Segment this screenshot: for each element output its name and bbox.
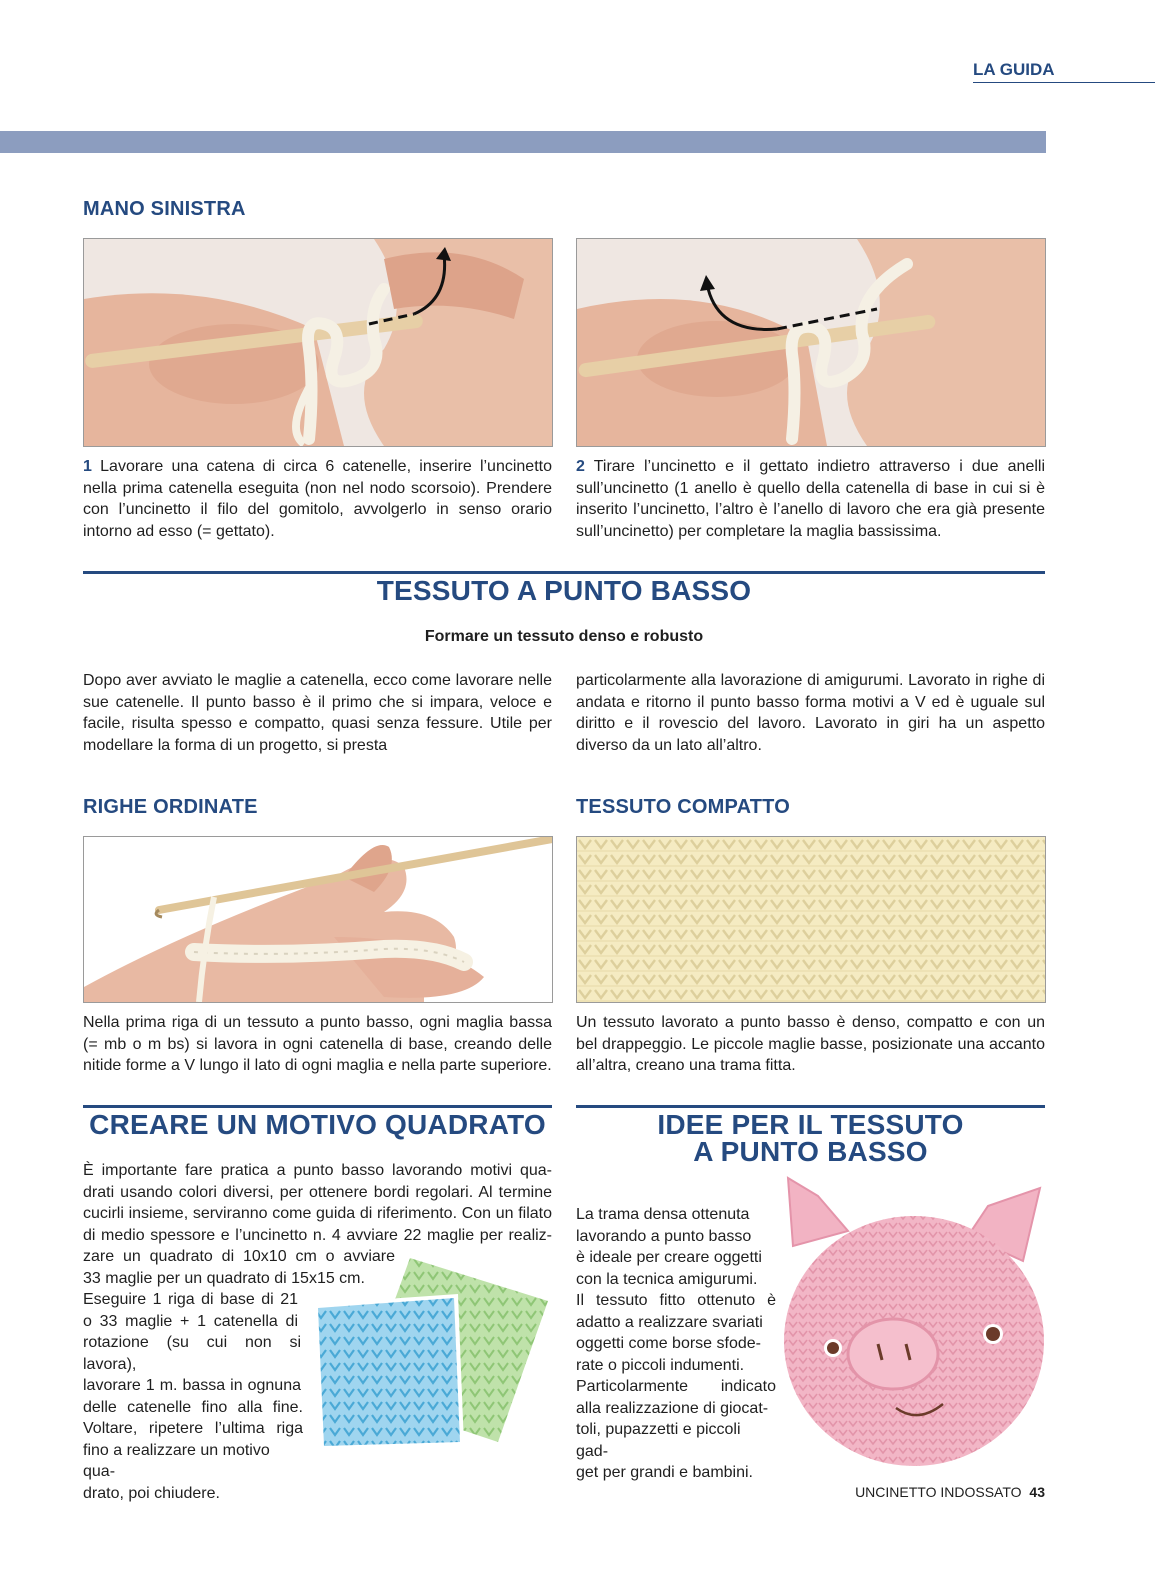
idee-line: get per grandi e bambini.: [576, 1464, 753, 1481]
motivo-line-full: È importante fare pratica a punto basso lavorando motivi qua-: [83, 1162, 552, 1179]
idee-line: Particolarmente indicato: [576, 1378, 776, 1395]
idee-line: oggetti come borse sfode-: [576, 1335, 761, 1352]
motivo-line-short: rotazione (su cui non si lavora),: [83, 1334, 301, 1373]
tessuto-compatto-heading: TESSUTO COMPATTO: [576, 796, 790, 818]
motivo-title: CREARE UN MOTIVO QUADRATO: [89, 1109, 546, 1140]
step2-number: 2: [576, 458, 585, 475]
tessuto-compatto-caption: Un tessuto lavorato a punto basso è denso, compatto e con un bel drappeggio. Le piccole maglie basse, posizionate una accanto all’altra, creano una trama fitta.: [576, 1014, 1045, 1074]
idee-line: è ideale per creare oggetti: [576, 1249, 762, 1266]
idee-line: La trama densa ottenuta: [576, 1206, 750, 1223]
section-header: LA GUIDA: [973, 60, 1055, 79]
motivo-line-short: 33 maglie per un quadrato di 15x15 cm.: [83, 1269, 365, 1287]
page-number: 43: [1029, 1484, 1045, 1500]
tessuto-col2: particolarmente alla lavorazione di amigurumi. Lavorato in righe di andata e ritorno il punto basso forma motivi a V ed è uguale sul diritto e il rovescio del lavoro. Lavorato in giri ha un aspetto diverso da un lato all’altro.: [576, 672, 1045, 754]
idee-line: toli, pupazzetti e piccoli gad-: [576, 1421, 741, 1460]
motivo-line-short: o 33 maglie + 1 catenella di: [83, 1312, 298, 1330]
motivo-line-short: fino a realizzare un motivo qua-: [83, 1441, 270, 1480]
righe-ordinate-heading: RIGHE ORDINATE: [83, 796, 258, 818]
tessuto-title: TESSUTO A PUNTO BASSO: [376, 575, 752, 606]
tessuto-rule: [83, 571, 1045, 574]
motivo-line-short: Voltare, ripetere l’ultima riga: [83, 1420, 303, 1437]
photo-tessuto-compatto: [576, 836, 1046, 1003]
motivo-line-short: lavorare 1 m. bassa in ognuna: [83, 1377, 301, 1394]
photo-step2: [576, 238, 1046, 447]
footer: [840, 1484, 1045, 1500]
idee-rule: [576, 1105, 1045, 1108]
swatch-squares-image: [300, 1256, 552, 1452]
photo-righe-ordinate: [83, 836, 553, 1003]
motivo-line-full: cucirli insieme, serviranno come guida di riferimento. Con un filato: [83, 1205, 552, 1222]
footer-magazine: UNCINETTO INDOSSATO: [855, 1484, 1022, 1500]
step1-caption: [83, 456, 552, 542]
idee-title-line2: A PUNTO BASSO: [693, 1136, 928, 1167]
motivo-line-short: Eseguire 1 riga di base di 21: [83, 1291, 298, 1308]
idee-line: lavorando a punto basso: [576, 1227, 752, 1245]
motivo-line-short: delle catenelle fino alla fine.: [83, 1398, 303, 1416]
motivo-line-full: drati usando colori diversi, per ottenere bordi regolari. Al termine: [83, 1183, 552, 1201]
idee-title-line1: IDEE PER IL TESSUTO: [657, 1109, 964, 1140]
righe-ordinate-caption: Nella prima riga di un tessuto a punto basso, ogni maglia bassa (= mb o m bs) si lavora in ogni catenella di base, creando delle nitide forme a V lungo il lato di ogni maglia e nella parte superiore.: [83, 1014, 552, 1074]
tessuto-subtitle: Formare un tessuto denso e robusto: [424, 628, 704, 645]
idee-line: alla realizzazione di giocat-: [576, 1399, 769, 1417]
mano-sinistra-heading: MANO SINISTRA: [83, 198, 246, 220]
idee-title: [576, 1111, 1045, 1165]
idee-line: con la tecnica amigurumi.: [576, 1270, 758, 1288]
header-rule: [973, 82, 1155, 83]
step2-caption: [576, 456, 1045, 542]
tessuto-col1: Dopo aver avviato le maglie a catenella, ecco come lavorare nelle sue catenelle. Il punto basso è il primo che si impara, veloce e facile, risulta spesso e compatto, quasi senza fessure. Utile per modellare la forma di un progetto, si presta: [83, 672, 552, 754]
step1-number: 1: [83, 458, 92, 475]
step2-text: Tirare l’uncinetto e il gettato indietro attraverso i due anelli sull’uncinetto (1 anello è quello della catenella di base in cui si è inserito l’uncinetto, l’altro è l’anello di lavoro che era già presente sull’uncinetto) per completare la maglia bassissima.: [576, 458, 1046, 540]
idee-line: adatto a realizzare svariati: [576, 1313, 763, 1331]
motivo-rule: [83, 1105, 552, 1108]
top-band: [0, 131, 1046, 153]
step1-text: Lavorare una catena di circa 6 catenelle, inserire l’uncinetto nella prima catenella eseguita (non nel nodo scorsoio). Prendere con l’uncinetto il filo del gomitolo, avvolgerlo in senso orario intorno ad esso (= gettato).: [83, 458, 552, 540]
idee-line: rate o piccoli indumenti.: [576, 1356, 745, 1374]
motivo-line-short: drato, poi chiudere.: [83, 1484, 220, 1502]
idee-line: Il tessuto fitto ottenuto è: [576, 1292, 776, 1309]
motivo-line-short: zare un quadrato di 10x10 cm o avviare: [83, 1248, 395, 1265]
idee-text: [576, 1204, 776, 1484]
amigurumi-pig-image: [778, 1176, 1048, 1471]
photo-step1: [83, 238, 553, 447]
motivo-line-full: di medio spessore e l’uncinetto n. 4 avviare 22 maglie per realiz-: [83, 1226, 552, 1244]
